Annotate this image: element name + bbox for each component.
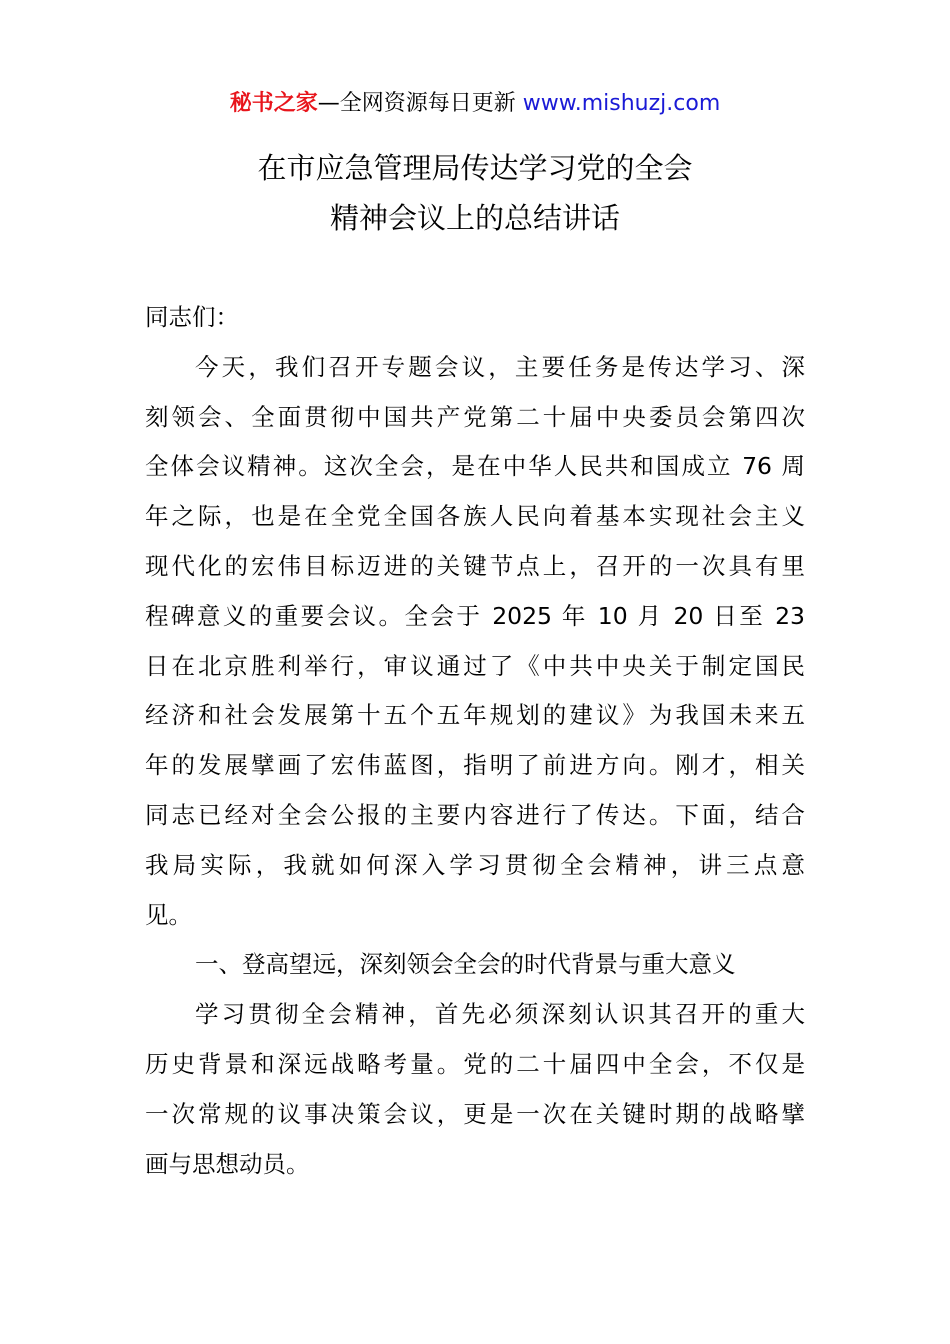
body-text-line: 日在北京胜利举行，审议通过了《中共中央关于制定国民 xyxy=(145,651,805,680)
body-text-line: 一次常规的议事决策会议，更是一次在关键时期的战略擘 xyxy=(145,1099,805,1128)
site-header xyxy=(0,88,950,120)
body-text-line: 见。 xyxy=(145,900,192,929)
site-brand: 秘书之家 xyxy=(229,91,318,116)
site-tagline: —全网资源每日更新 xyxy=(317,91,523,116)
body-text-line: 我局实际，我就如何深入学习贯彻全会精神，讲三点意 xyxy=(145,850,805,879)
body-text-line: 年的发展擘画了宏伟蓝图，指明了前进方向。刚才，相关 xyxy=(145,751,805,780)
body-text-line: 同志们： xyxy=(145,303,239,331)
document-title-line-2: 精神会议上的总结讲话 xyxy=(329,201,620,235)
body-text-line: 程碑意义的重要会议。全会于 2025 年 10 月 20 日至 23 xyxy=(145,601,805,630)
body-text-line: 经济和社会发展第十五个五年规划的建议》为我国未来五 xyxy=(145,701,805,730)
body-text-line: 年之际，也是在全党全国各族人民向着基本实现社会主义 xyxy=(145,502,805,531)
body-text-line: 学习贯彻全会精神，首先必须深刻认识其召开的重大 xyxy=(195,1000,805,1029)
site-url-link[interactable]: www.mishuzj.com xyxy=(522,91,721,116)
body-text-line: 今天，我们召开专题会议，主要任务是传达学习、深 xyxy=(195,352,805,381)
body-text-line: 刻领会、全面贯彻中国共产党第二十届中央委员会第四次 xyxy=(145,402,805,431)
section-heading: 一、登高望远，深刻领会全会的时代背景与重大意义 xyxy=(195,950,736,979)
document-body xyxy=(145,297,805,1193)
document-title-line-1: 在市应急管理局传达学习党的全会 xyxy=(257,151,693,185)
body-text-line: 画与思想动员。 xyxy=(145,1149,310,1178)
body-text-line: 同志已经对全会公报的主要内容进行了传达。下面，结合 xyxy=(145,800,805,829)
body-text-line: 现代化的宏伟目标迈进的关键节点上，召开的一次具有里 xyxy=(145,551,805,580)
body-text-line: 历史背景和深远战略考量。党的二十届四中全会，不仅是 xyxy=(145,1049,805,1078)
body-text-line: 全体会议精神。这次全会，是在中华人民共和国成立 76 周 xyxy=(145,452,805,481)
